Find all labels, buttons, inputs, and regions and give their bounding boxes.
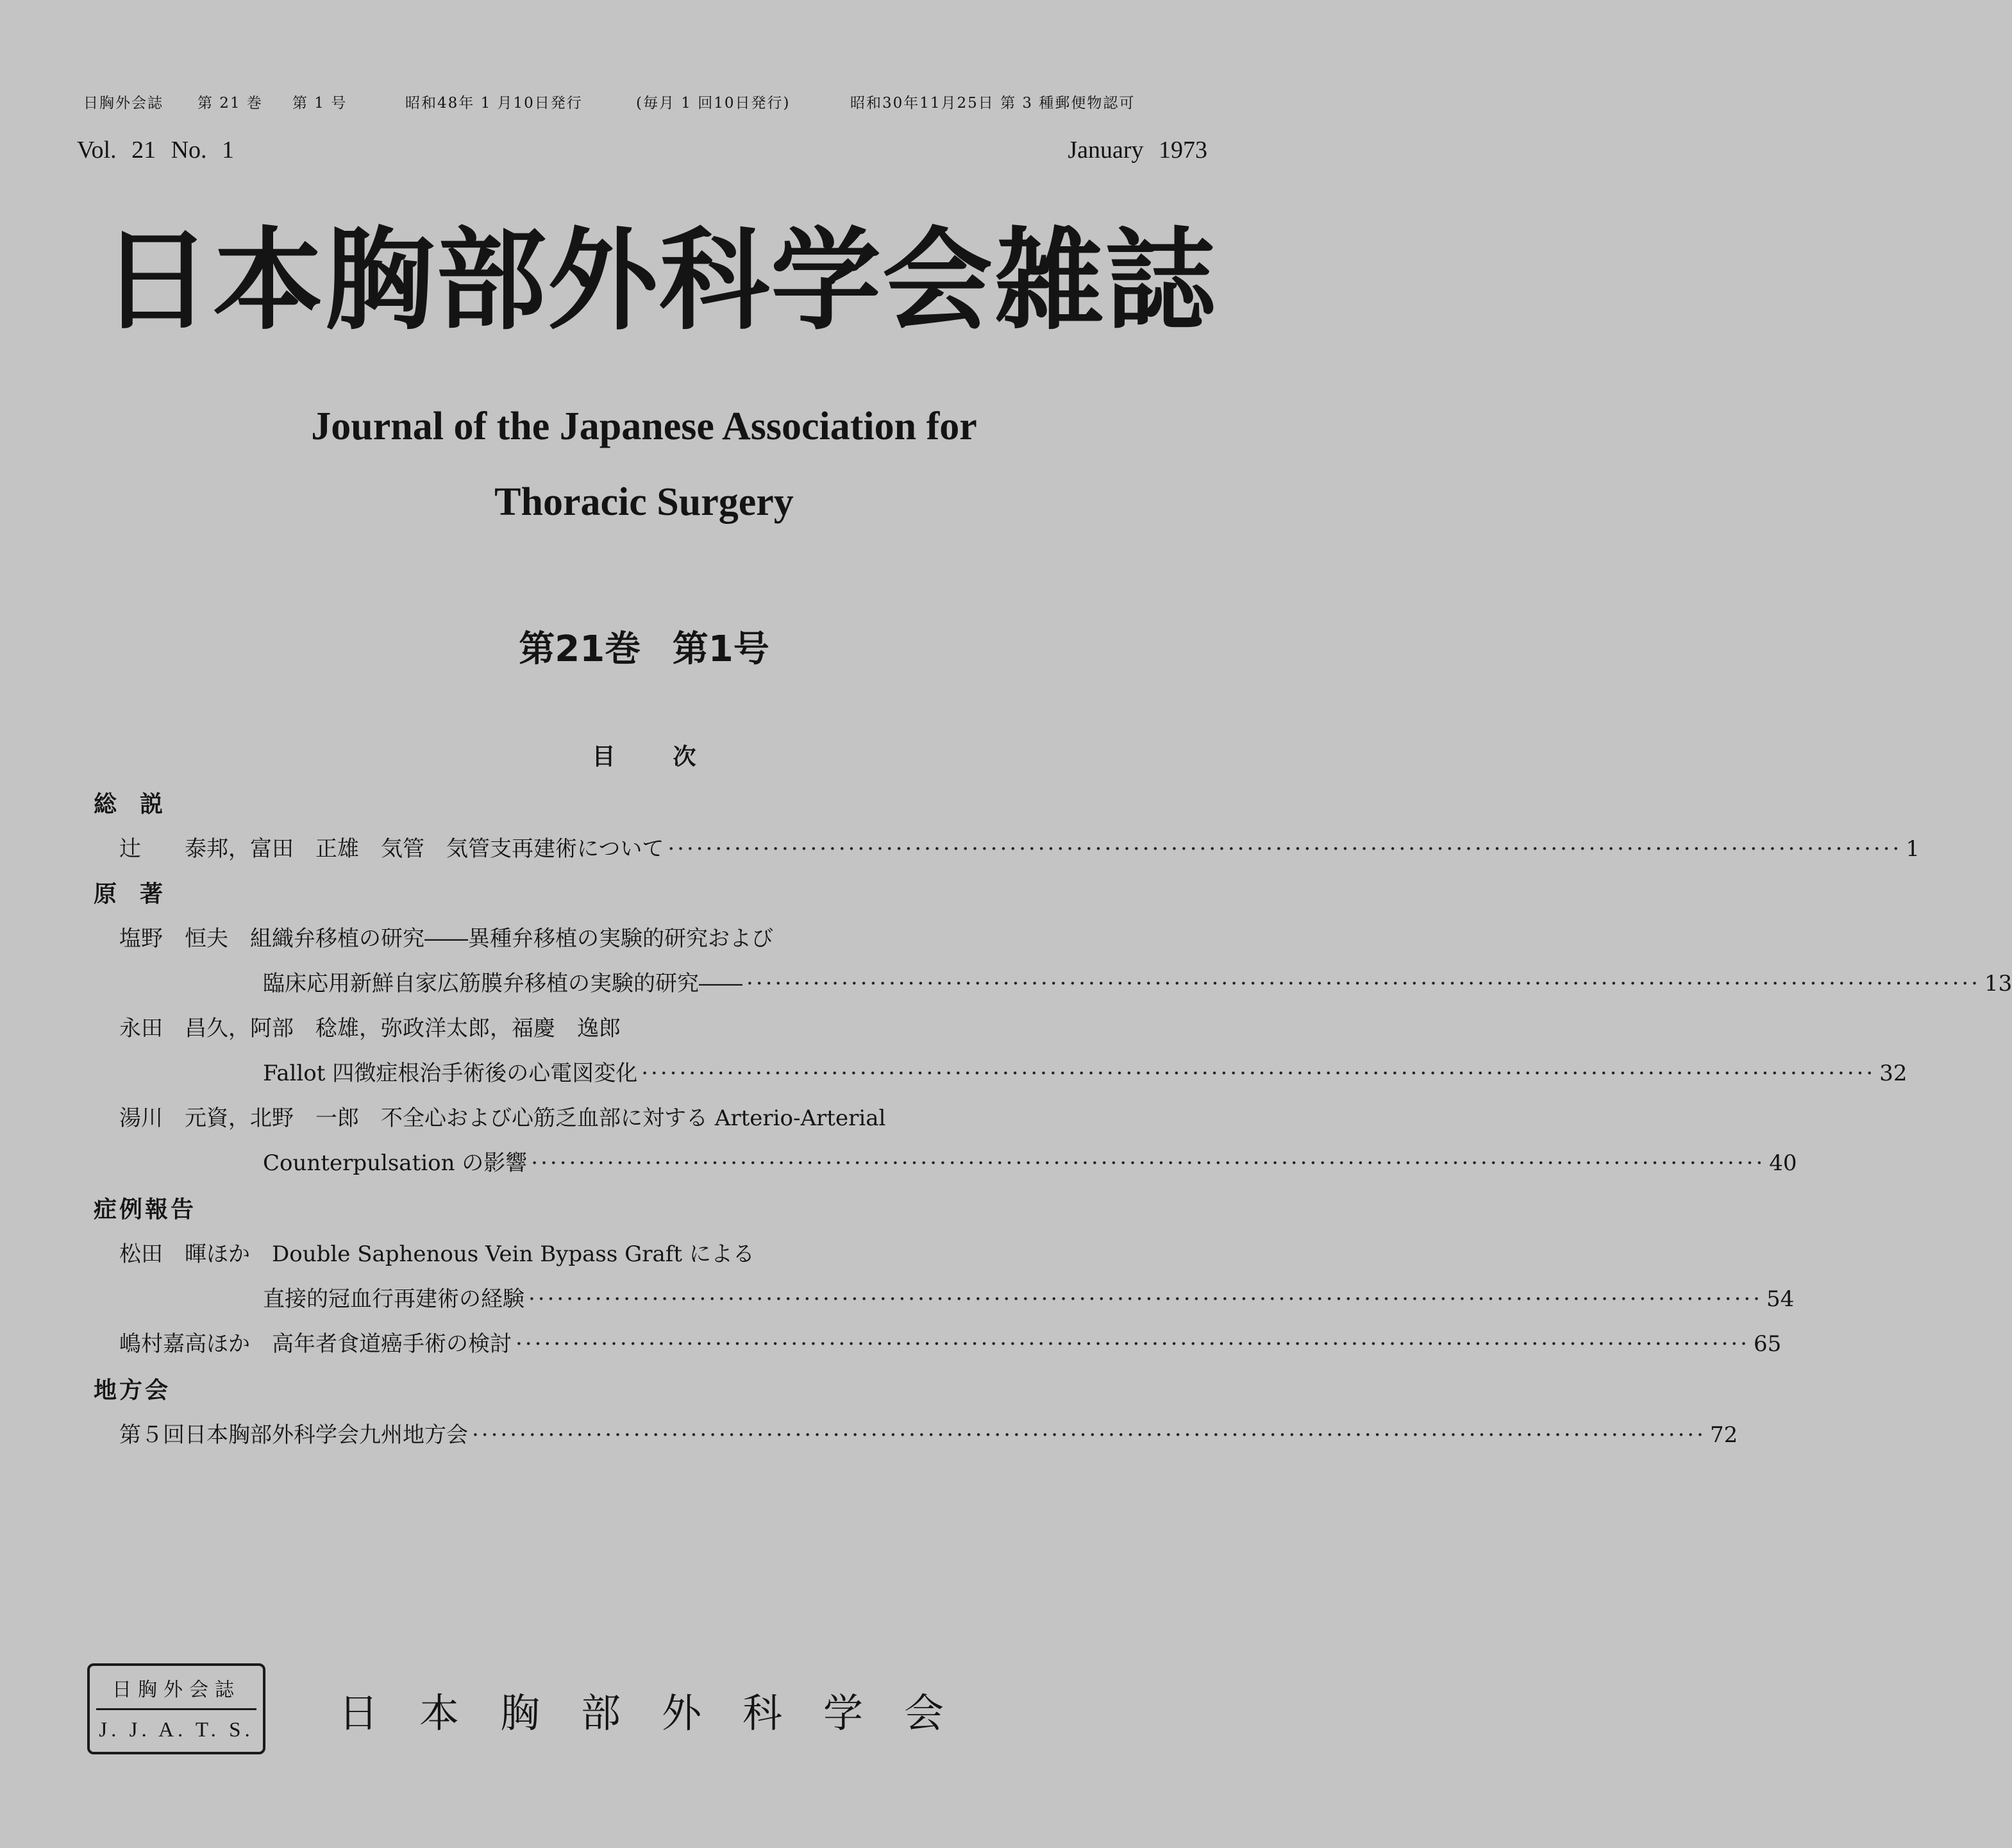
toc-entry-line: 松田 暉ほか Double Saphenous Vein Bypass Graft による [119,1241,755,1267]
volume-number-en: Vol. 21 No. 1 [77,137,235,164]
page-number: 72 [1710,1422,1738,1448]
issue-heading: 第21巻 第1号 [519,628,769,670]
entry-text: Fallot 四徴症根治手術後の心電図変化 [263,1061,638,1086]
stamp-abbr-en: J. J. A. T. S. [99,1718,254,1742]
stamp-divider [96,1708,256,1710]
page-number: 54 [1766,1286,1795,1312]
postal-permit-jp: 昭和30年11月25日 第 3 種郵便物認可 [850,95,1136,112]
page-number: 32 [1879,1061,1907,1086]
leader-dots: ·································································································································· [516,1331,1750,1357]
section-review: 総説 [94,791,187,818]
toc-heading: 目次 [592,744,754,770]
toc-entry[interactable] [119,1326,1782,1357]
section-case-reports: 症例報告 [94,1197,197,1223]
leader-dots: ·································································································································· [667,836,1902,862]
entry-text: 直接的冠血行再建術の経験 [263,1286,524,1312]
issue-date-en: January 1973 [1068,137,1207,164]
leader-dots: ·································································································································· [746,971,1981,996]
journal-abbreviation-stamp [87,1663,265,1754]
entry-text: 辻 泰邦，富田 正雄 気管 気管支再建術について [119,836,664,862]
toc-entry[interactable] [263,1055,1907,1087]
journal-title-en-line2: Thoracic Surgery [494,480,794,524]
section-regional-meeting: 地方会 [94,1377,171,1404]
leader-dots: ·································································································································· [472,1422,1706,1448]
entry-text: Counterpulsation の影響 [263,1150,528,1176]
frequency-jp: (毎月 1 回10日発行) [636,95,791,112]
toc-entry[interactable] [263,1145,1797,1177]
journal-title-en-line1: Journal of the Japanese Association for [311,405,977,448]
leader-dots: ·································································································································· [531,1150,1766,1176]
toc-entry[interactable] [263,966,2012,997]
toc-entry[interactable] [119,1417,1738,1449]
leader-dots: ·································································································································· [528,1286,1763,1312]
page-number: 40 [1769,1150,1797,1176]
number-jp: 第 1 号 [292,95,348,112]
section-original: 原著 [94,881,187,907]
page-number: 1 [1906,836,1920,862]
page-number: 13 [1984,971,2012,996]
toc-entry-line: 永田 昌久，阿部 稔雄，弥政洋太郎，福慶 逸郎 [119,1016,621,1041]
entry-text: 第５回日本胸部外科学会九州地方会 [119,1422,468,1448]
toc-entry-line: 湯川 元資，北野 一郎 不全心および心筋乏血部に対する Arterio-Arterial [119,1105,886,1131]
toc-entry-line: 塩野 恒夫 組織弁移植の研究――異種弁移植の実験的研究および [119,926,773,952]
leader-dots: ·································································································································· [641,1061,1876,1086]
entry-text: 嶋村嘉高ほか 高年者食道癌手術の検討 [119,1331,512,1357]
volume-jp: 第 21 巻 [197,95,263,112]
entry-text: 臨床応用新鮮自家広筋膜弁移植の実験的研究―― [263,971,742,996]
stamp-abbr-jp: 日胸外会誌 [112,1679,240,1701]
journal-title-jp: 日本胸部外科学会雑誌 [101,216,1217,345]
page-number: 65 [1754,1331,1782,1357]
issue-date-jp: 昭和48年 1 月10日発行 [405,95,583,112]
toc-entry[interactable] [119,831,1920,862]
journal-abbr: 日胸外会誌 [83,95,163,112]
toc-entry[interactable] [263,1281,1795,1313]
publisher-name: 日本胸部外科学会 [339,1690,985,1736]
